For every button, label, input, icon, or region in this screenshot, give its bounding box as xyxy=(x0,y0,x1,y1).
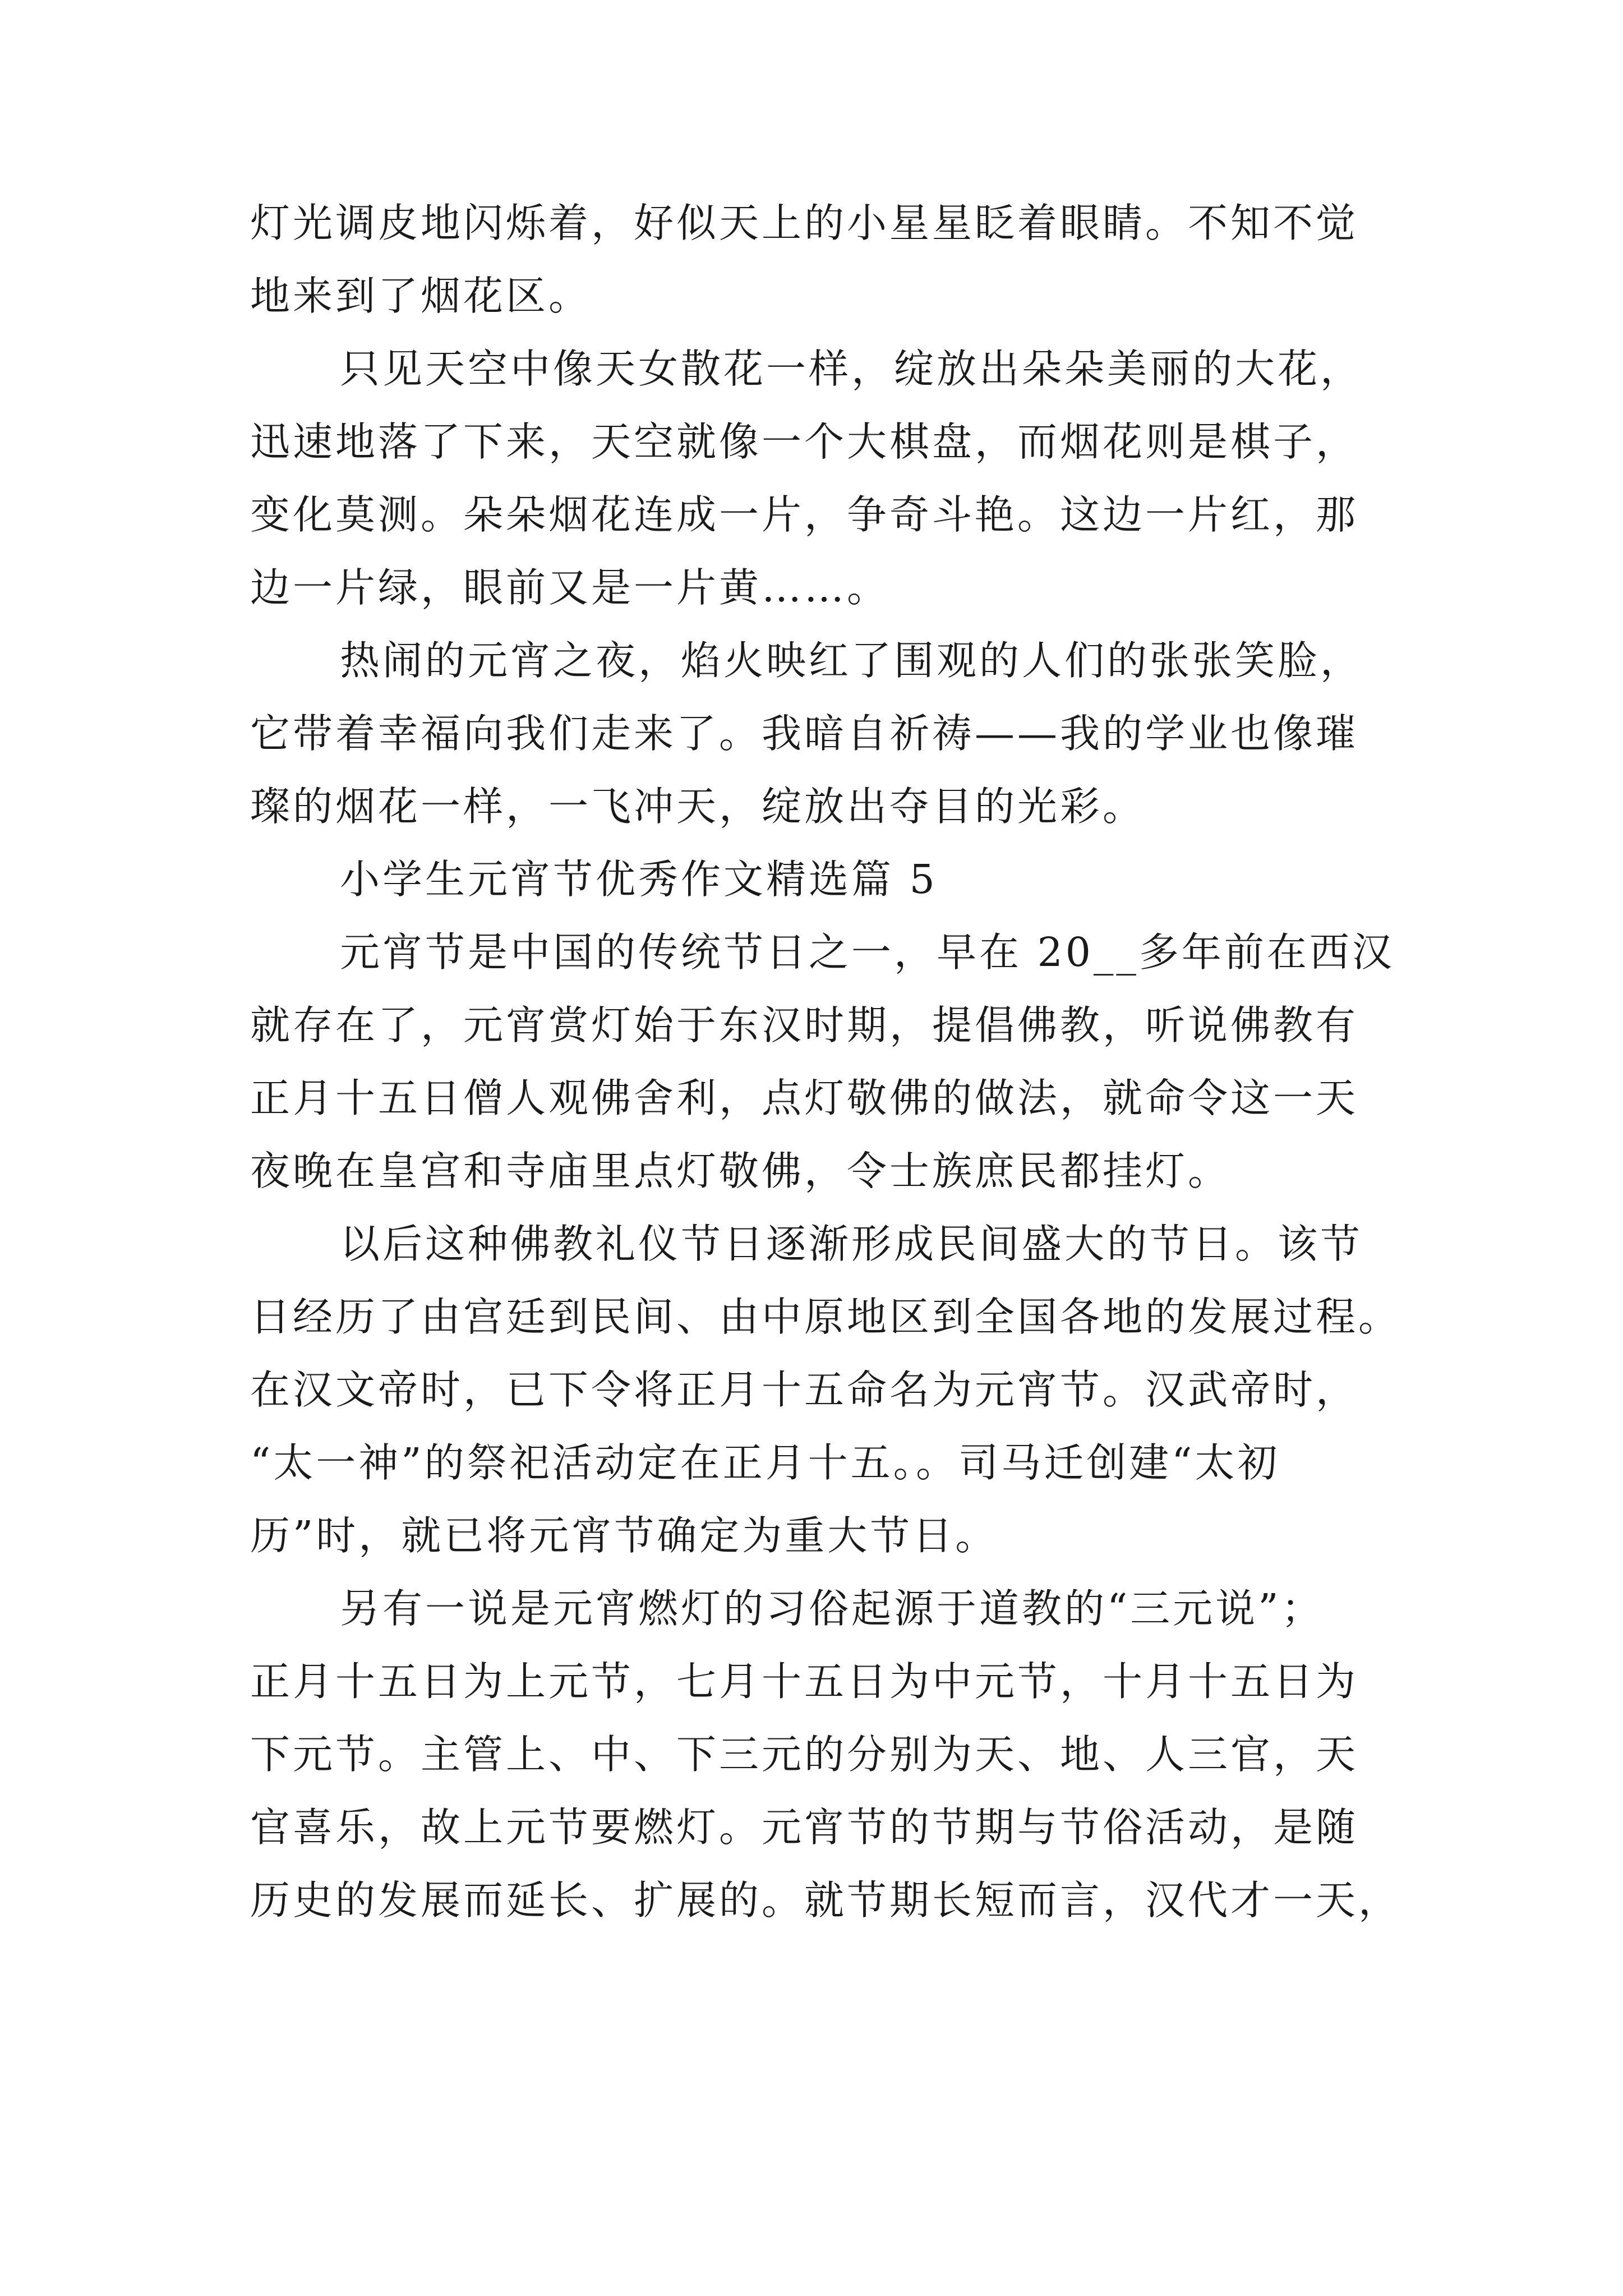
text-line: 璨的烟花一样，一飞冲天，绽放出夺目的光彩。 xyxy=(250,783,1146,830)
section-heading: 小学生元宵节优秀作文精选篇 5 xyxy=(340,856,938,903)
text-line: 它带着幸福向我们走来了。我暗自祈祷——我的学业也像璀 xyxy=(250,710,1359,757)
text-line: 在汉文帝时，已下令将正月十五命名为元宵节。汉武帝时， xyxy=(250,1366,1359,1413)
text-line: 迅速地落了下来，天空就像一个大棋盘，而烟花则是棋子， xyxy=(250,418,1359,465)
paragraph-first-line: 以后这种佛教礼仪节日逐渐形成民间盛大的节日。该节 xyxy=(340,1221,1363,1267)
text-line: 边一片绿，眼前又是一片黄……。 xyxy=(250,564,890,611)
text-line: 地来到了烟花区。 xyxy=(250,273,592,319)
text-line: 历史的发展而延长、扩展的。就节期长短而言，汉代才一天， xyxy=(250,1877,1401,1924)
paragraph-first-line: 热闹的元宵之夜，焰火映红了围观的人们的张张笑脸， xyxy=(340,637,1363,684)
text-line: 日经历了由宫廷到民间、由中原地区到全国各地的发展过程。 xyxy=(250,1294,1401,1340)
paragraph-first-line: 另有一说是元宵燃灯的习俗起源于道教的“三元说”； xyxy=(340,1585,1324,1632)
text-line: 夜晚在皇宫和寺庙里点灯敬佛，令士族庶民都挂灯。 xyxy=(250,1148,1231,1194)
paragraph-first-line: 只见天空中像天女散花一样，绽放出朵朵美丽的大花， xyxy=(340,346,1363,392)
text-line: 就存在了，元宵赏灯始于东汉时期，提倡佛教，听说佛教有 xyxy=(250,1002,1359,1048)
text-line: 正月十五日为上元节，七月十五日为中元节，十月十五日为 xyxy=(250,1658,1359,1705)
text-line: 正月十五日僧人观佛舍利，点灯敬佛的做法，就命令这一天 xyxy=(250,1075,1359,1121)
text-line: 下元节。主管上、中、下三元的分别为天、地、人三官，天 xyxy=(250,1731,1359,1778)
text-line: 变化莫测。朵朵烟花连成一片，争奇斗艳。这边一片红，那 xyxy=(250,491,1359,538)
text-line: 官喜乐，故上元节要燃灯。元宵节的节期与节俗活动，是随 xyxy=(250,1804,1359,1851)
text-line: 历”时，就已将元宵节确定为重大节日。 xyxy=(250,1512,998,1559)
text-line: “太一神”的祭祀活动定在正月十五。。司马迁创建“太初 xyxy=(250,1439,1280,1486)
paragraph-first-line: 元宵节是中国的传统节日之一，早在 20__多年前在西汉 xyxy=(340,929,1395,976)
text-line: 灯光调皮地闪烁着，好似天上的小星星眨着眼睛。不知不觉 xyxy=(250,200,1359,246)
